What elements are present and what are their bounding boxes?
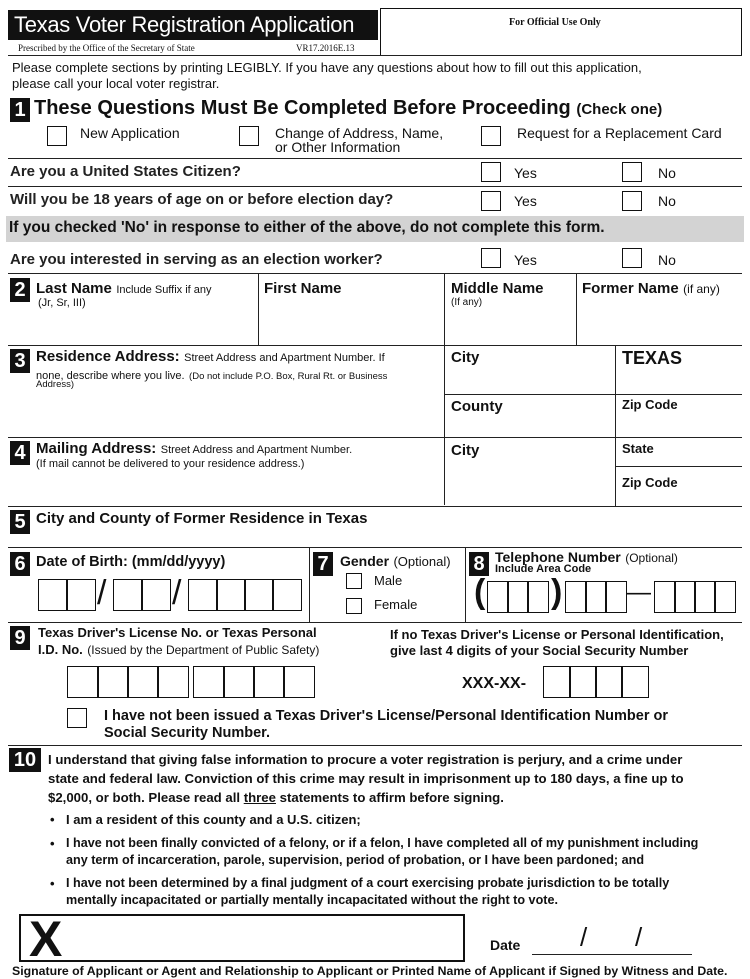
middle-name-field[interactable] bbox=[446, 312, 574, 344]
affirmation-bullet-2b: any term of incarceration, parole, supervision, period of probation, or I have been pardoned; and bbox=[66, 853, 645, 867]
date-slash-1: / bbox=[580, 922, 588, 952]
residence-address-desc-2b: (Do not include P.O. Box, Rural Rt. or Business bbox=[189, 371, 388, 382]
bullet-2-dot: • bbox=[50, 836, 55, 851]
signature-x-mark: X bbox=[29, 911, 63, 967]
form-id: VR17.2016E.13 bbox=[296, 43, 355, 53]
dob-label: Date of Birth: (mm/dd/yyyy) bbox=[36, 554, 226, 570]
dob-year-digit-1[interactable] bbox=[188, 579, 218, 611]
dl-digit-1[interactable] bbox=[67, 666, 99, 698]
dl-digit-4[interactable] bbox=[157, 666, 189, 698]
residence-city-field[interactable] bbox=[446, 368, 614, 392]
dob-year-digit-4[interactable] bbox=[272, 579, 302, 611]
phone-line-digit-3[interactable] bbox=[694, 581, 716, 613]
warning-bar bbox=[6, 216, 744, 242]
gender-male-checkbox[interactable] bbox=[346, 573, 362, 589]
worker-yes-checkbox[interactable] bbox=[481, 248, 501, 268]
residence-county-label: County bbox=[451, 398, 503, 415]
last-name-title: Last Name bbox=[36, 280, 112, 297]
former-name-label bbox=[582, 280, 720, 298]
phone-prefix-digit-1[interactable] bbox=[565, 581, 587, 613]
residence-address-desc-3: Address) bbox=[36, 379, 75, 390]
gender-female-label: Female bbox=[374, 597, 418, 612]
dob-month-digit-2[interactable] bbox=[66, 579, 96, 611]
former-residence-label: City and County of Former Residence in Texas bbox=[36, 510, 368, 527]
check-one-label: (Check one) bbox=[576, 101, 663, 118]
signature-box[interactable] bbox=[19, 911, 465, 967]
section-3-number: 3 bbox=[10, 349, 30, 373]
section-10-number: 10 bbox=[9, 748, 41, 772]
dob-day-digit-1[interactable] bbox=[113, 579, 143, 611]
dob-day-digit-2[interactable] bbox=[141, 579, 171, 611]
ssn-instruction-1: If no Texas Driver's License or Personal Identification, bbox=[390, 627, 724, 642]
former-name-title: Former Name bbox=[582, 280, 679, 297]
former-name-field[interactable] bbox=[578, 300, 742, 344]
dl-digit-8[interactable] bbox=[283, 666, 315, 698]
gender-optional: (Optional) bbox=[393, 554, 451, 569]
worker-no-checkbox[interactable] bbox=[622, 248, 642, 268]
section-5-number: 5 bbox=[10, 510, 30, 534]
last-name-suffix-note: (Jr, Sr, III) bbox=[38, 297, 86, 309]
phone-line-digit-4[interactable] bbox=[714, 581, 736, 613]
change-of-address-checkbox[interactable] bbox=[239, 126, 259, 146]
bullet-3-dot: • bbox=[50, 876, 55, 891]
drivers-license-id-label: I.D. No. bbox=[38, 642, 83, 657]
mailing-address-label bbox=[36, 440, 352, 458]
middle-name-note: (If any) bbox=[451, 297, 483, 308]
replacement-card-label: Request for a Replacement Card bbox=[517, 125, 722, 141]
telephone-paren-open: ( bbox=[474, 573, 486, 611]
ssn-digit-3[interactable] bbox=[595, 666, 623, 698]
warning-text: If you checked 'No' in response to either of the above, do not complete this form. bbox=[9, 219, 605, 236]
telephone-dash: — bbox=[627, 579, 651, 606]
residence-zip-label: Zip Code bbox=[622, 397, 678, 412]
dl-digit-2[interactable] bbox=[97, 666, 129, 698]
first-name-label: First Name bbox=[264, 280, 342, 297]
gender-title: Gender bbox=[340, 553, 390, 569]
drivers-license-label-1: Texas Driver's License No. or Texas Personal bbox=[38, 625, 317, 640]
ssn-digit-1[interactable] bbox=[543, 666, 571, 698]
intro-line-2: please call your local voter registrar. bbox=[12, 76, 220, 91]
worker-no-label: No bbox=[658, 252, 676, 268]
date-slash-2: / bbox=[635, 922, 643, 952]
area-code-digit-1[interactable] bbox=[487, 581, 509, 613]
dl-digit-5[interactable] bbox=[193, 666, 225, 698]
telephone-optional: (Optional) bbox=[625, 551, 678, 565]
phone-prefix-digit-3[interactable] bbox=[605, 581, 627, 613]
mailing-address-desc-1: Street Address and Apartment Number. bbox=[160, 444, 353, 456]
date-label: Date bbox=[490, 937, 521, 953]
affirmation-line-2: state and federal law. Conviction of this crime may result in imprisonment up to 180 days, a fine up to bbox=[48, 771, 684, 786]
dob-slash-1: / bbox=[97, 574, 107, 612]
affirmation-bullet-2a: I have not been finally convicted of a felony, or if a felon, I have completed all of my punishment including bbox=[66, 836, 699, 850]
section-9-number: 9 bbox=[10, 626, 30, 650]
residence-address-label bbox=[36, 348, 385, 366]
drivers-license-label-2 bbox=[38, 641, 319, 659]
dl-digit-7[interactable] bbox=[253, 666, 285, 698]
new-application-checkbox[interactable] bbox=[47, 126, 67, 146]
residence-city-label: City bbox=[451, 349, 480, 366]
date-field[interactable] bbox=[532, 925, 692, 955]
gender-female-checkbox[interactable] bbox=[346, 598, 362, 614]
prescribed-text: Prescribed by the Office of the Secretary of State bbox=[18, 43, 195, 53]
citizen-yes-checkbox[interactable] bbox=[481, 162, 501, 182]
citizen-question: Are you a United States Citizen? bbox=[10, 163, 241, 180]
intro-line-1: Please complete sections by printing LEGIBLY. If you have any questions about how to fill out this application, bbox=[12, 60, 642, 75]
former-residence-field[interactable] bbox=[32, 528, 742, 546]
citizen-yes-label: Yes bbox=[514, 165, 537, 181]
ssn-instruction-2: give last 4 digits of your Social Security Number bbox=[390, 643, 689, 658]
no-id-label-1: I have not been issued a Texas Driver's License/Personal Identification Number or bbox=[104, 708, 669, 724]
change-of-address-label-1: Change of Address, Name, bbox=[275, 125, 444, 141]
phone-prefix-digit-2[interactable] bbox=[585, 581, 607, 613]
residence-address-field[interactable] bbox=[32, 394, 442, 436]
age-no-checkbox[interactable] bbox=[622, 191, 642, 211]
new-application-label: New Application bbox=[80, 125, 180, 141]
residence-address-title: Residence Address: bbox=[36, 348, 180, 365]
mailing-state-label: State bbox=[622, 441, 654, 456]
mailing-state-field[interactable] bbox=[617, 455, 742, 465]
former-name-note: (if any) bbox=[683, 282, 720, 296]
dob-slash-2: / bbox=[172, 574, 182, 612]
residence-address-desc-1: Street Address and Apartment Number. If bbox=[184, 352, 385, 364]
election-worker-question: Are you interested in serving as an election worker? bbox=[10, 251, 383, 268]
telephone-title: Telephone Number bbox=[495, 549, 621, 565]
affirmation-line-3b: statements to affirm before signing. bbox=[275, 790, 504, 805]
affirmation-line-3a: $2,000, or both. Please read all bbox=[48, 790, 244, 805]
last-name-label bbox=[36, 280, 212, 298]
age-yes-label: Yes bbox=[514, 193, 537, 209]
citizen-no-label: No bbox=[658, 165, 676, 181]
mailing-city-label: City bbox=[451, 442, 480, 459]
form-title-banner bbox=[8, 10, 378, 40]
replacement-card-checkbox[interactable] bbox=[481, 126, 501, 146]
citizen-no-checkbox[interactable] bbox=[622, 162, 642, 182]
dob-year-digit-2[interactable] bbox=[216, 579, 246, 611]
worker-yes-label: Yes bbox=[514, 252, 537, 268]
phone-line-digit-2[interactable] bbox=[674, 581, 696, 613]
affirmation-bullet-3b: mentally incapacitated or partially mentally incapacitated without the right to vote. bbox=[66, 893, 558, 907]
official-use-box bbox=[380, 8, 742, 56]
section-7-number: 7 bbox=[313, 552, 333, 576]
section-4-number: 4 bbox=[10, 441, 30, 465]
last-name-note: Include Suffix if any bbox=[116, 284, 212, 296]
section-1-title-text: These Questions Must Be Completed Before Proceeding bbox=[34, 97, 571, 119]
phone-line-digit-1[interactable] bbox=[654, 581, 676, 613]
mailing-city-field[interactable] bbox=[446, 462, 614, 506]
dl-digit-6[interactable] bbox=[223, 666, 255, 698]
affirmation-bullet-3a: I have not been determined by a final judgment of a court exercising probate jurisdiction to be totally bbox=[66, 876, 670, 890]
residence-address-desc-2 bbox=[36, 366, 387, 384]
affirmation-line-1: I understand that giving false information to procure a voter registration is perjury, and a crime under bbox=[48, 752, 683, 767]
mailing-address-desc-2: (If mail cannot be delivered to your residence address.) bbox=[36, 458, 305, 470]
first-name-field[interactable] bbox=[260, 300, 442, 344]
gender-label bbox=[340, 553, 451, 571]
affirmation-line-3 bbox=[48, 790, 504, 805]
signature-caption: Signature of Applicant or Agent and Relationship to Applicant or Printed Name of Applicant if Signed by Witness and Date. bbox=[12, 964, 728, 978]
telephone-paren-close: ) bbox=[551, 573, 563, 611]
area-code-digit-3[interactable] bbox=[527, 581, 549, 613]
dl-digit-3[interactable] bbox=[127, 666, 159, 698]
middle-name-label: Middle Name bbox=[451, 280, 544, 297]
residence-address-desc-2a: none, describe where you live. bbox=[36, 370, 185, 382]
affirmation-three: three bbox=[243, 790, 276, 805]
ssn-digit-2[interactable] bbox=[569, 666, 597, 698]
dob-month-digit-1[interactable] bbox=[38, 579, 68, 611]
bullet-1-dot: • bbox=[50, 812, 55, 827]
change-of-address-label-2: or Other Information bbox=[275, 139, 401, 155]
section-1-title bbox=[34, 97, 662, 120]
age-no-label: No bbox=[658, 193, 676, 209]
no-id-checkbox[interactable] bbox=[67, 708, 87, 728]
mailing-zip-label: Zip Code bbox=[622, 475, 678, 490]
age-yes-checkbox[interactable] bbox=[481, 191, 501, 211]
mailing-address-title: Mailing Address: bbox=[36, 440, 157, 457]
section-8-number: 8 bbox=[469, 552, 489, 576]
section-6-number: 6 bbox=[10, 552, 30, 576]
mailing-address-field[interactable] bbox=[32, 474, 442, 506]
form-title: Texas Voter Registration Application bbox=[14, 12, 355, 37]
age-question: Will you be 18 years of age on or before election day? bbox=[10, 191, 394, 208]
official-use-label: For Official Use Only bbox=[509, 17, 601, 28]
drivers-license-note: (Issued by the Department of Public Safety) bbox=[87, 643, 320, 657]
last-name-field[interactable] bbox=[32, 312, 256, 344]
mailing-zip-field[interactable] bbox=[617, 491, 742, 505]
residence-zip-field[interactable] bbox=[617, 414, 742, 436]
ssn-digit-4[interactable] bbox=[621, 666, 649, 698]
affirmation-bullet-1: I am a resident of this county and a U.S. citizen; bbox=[66, 812, 361, 827]
telephone-sub: Include Area Code bbox=[495, 563, 592, 575]
no-id-label-2: Social Security Number. bbox=[104, 725, 271, 741]
area-code-digit-2[interactable] bbox=[507, 581, 529, 613]
section-2-number: 2 bbox=[10, 278, 30, 302]
residence-county-field[interactable] bbox=[446, 416, 614, 436]
section-1-number: 1 bbox=[10, 98, 30, 122]
gender-male-label: Male bbox=[374, 573, 403, 588]
ssn-prefix: XXX-XX- bbox=[462, 675, 527, 692]
residence-state-value: TEXAS bbox=[622, 348, 683, 368]
dob-year-digit-3[interactable] bbox=[244, 579, 274, 611]
